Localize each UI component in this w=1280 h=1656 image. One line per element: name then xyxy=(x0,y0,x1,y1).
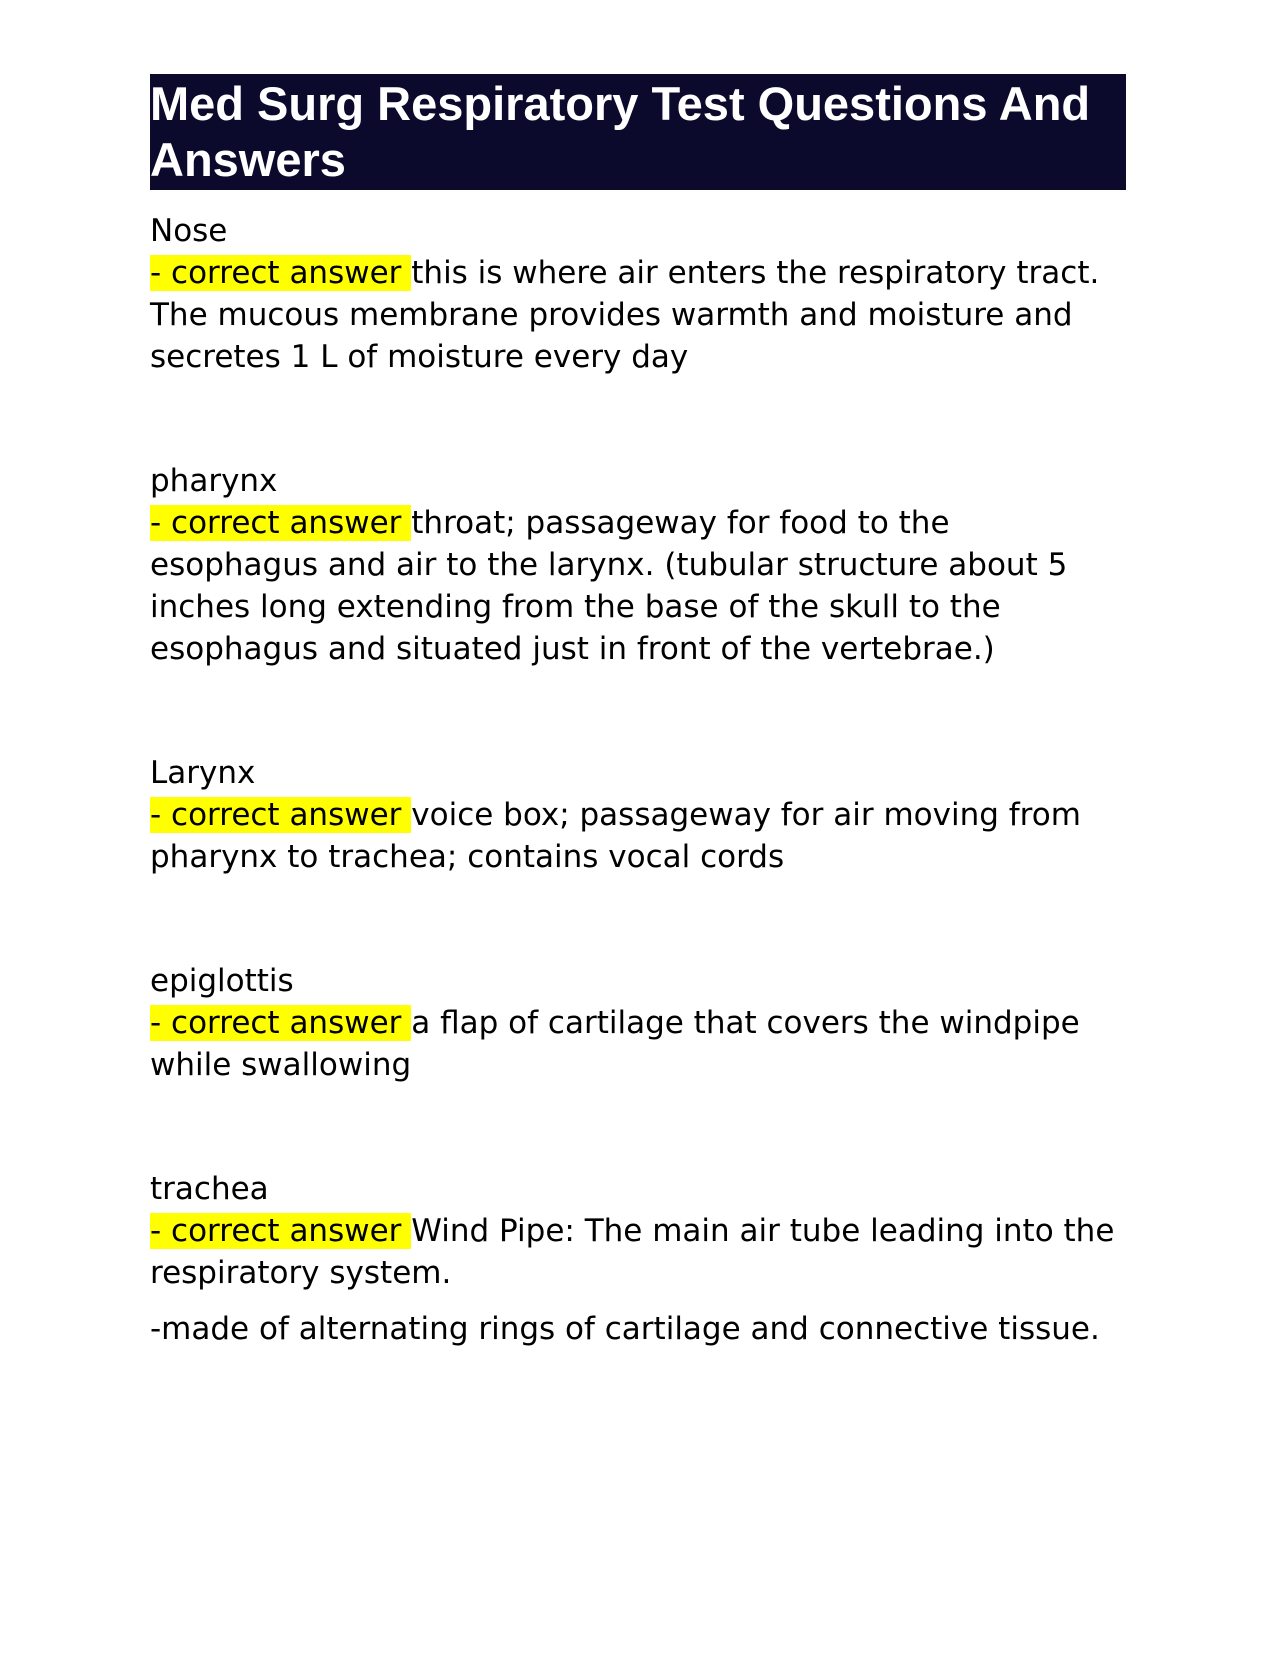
answer-body: throat; passageway for food to the esophagus and air to the larynx. (tubular structure about 5 inches long extending from the base of the skull to the esophagus and situated just in front of the vertebrae.) xyxy=(150,505,1068,667)
correct-answer-marker: - correct answer xyxy=(150,505,412,541)
question-term: Larynx xyxy=(150,755,256,791)
answer-text xyxy=(150,502,1126,670)
correct-answer-marker: - correct answer xyxy=(150,1005,412,1041)
question-term: pharynx xyxy=(150,463,278,499)
qa-item-nose xyxy=(150,210,1126,378)
qa-item-larynx xyxy=(150,752,1126,878)
correct-answer-marker: - correct answer xyxy=(150,797,412,833)
answer-text xyxy=(150,1002,1126,1086)
document-page xyxy=(150,74,1126,1350)
question-term: Nose xyxy=(150,213,228,249)
answer-body: a flap of cartilage that covers the windpipe while swallowing xyxy=(150,1005,1080,1083)
question-term: epiglottis xyxy=(150,963,294,999)
correct-answer-marker: - correct answer xyxy=(150,255,412,291)
answer-body: Wind Pipe: The main air tube leading into the respiratory system. xyxy=(150,1213,1115,1291)
qa-item-epiglottis xyxy=(150,960,1126,1086)
correct-answer-marker: - correct answer xyxy=(150,1213,412,1249)
question-term: trachea xyxy=(150,1171,269,1207)
answer-extra-note: -made of alternating rings of cartilage and connective tissue. xyxy=(150,1311,1100,1347)
answer-text xyxy=(150,252,1126,378)
answer-body: this is where air enters the respiratory tract. The mucous membrane provides warmth and moisture and secretes 1 L of moisture every day xyxy=(150,255,1100,375)
qa-item-trachea xyxy=(150,1168,1126,1350)
answer-text xyxy=(150,794,1126,878)
answer-text xyxy=(150,1210,1126,1294)
document-title: Med Surg Respiratory Test Questions And Answers xyxy=(150,74,1126,190)
qa-item-pharynx xyxy=(150,460,1126,670)
qa-list xyxy=(150,210,1126,1350)
answer-body: voice box; passageway for air moving from pharynx to trachea; contains vocal cords xyxy=(150,797,1081,875)
